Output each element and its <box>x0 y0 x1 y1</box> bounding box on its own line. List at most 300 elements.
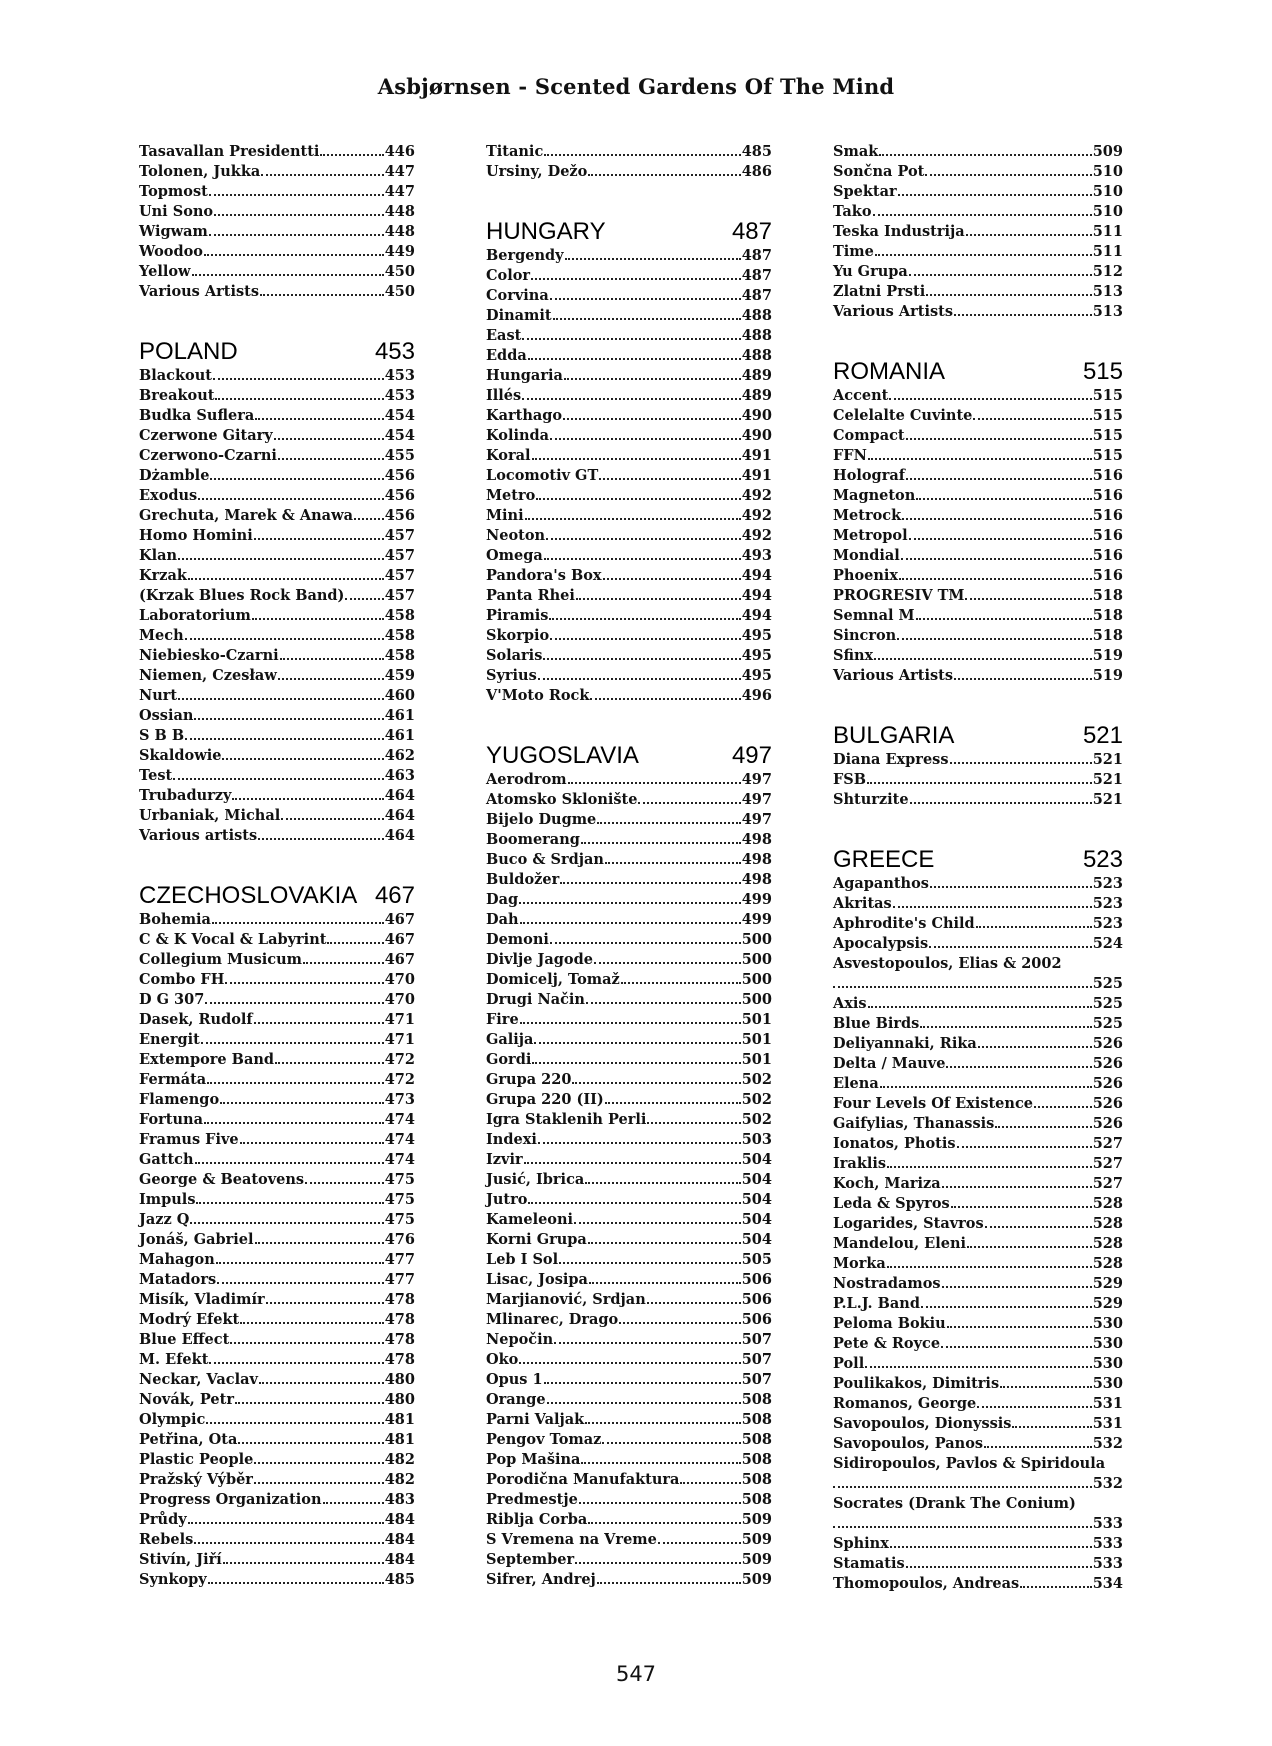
index-entry <box>486 790 772 810</box>
section-heading <box>139 338 415 366</box>
dot-leader <box>323 1502 384 1504</box>
entry-name: Kameleoni <box>486 1211 574 1228</box>
dot-leader <box>260 294 384 296</box>
entry-page: 496 <box>741 687 772 704</box>
dot-leader <box>563 418 741 420</box>
entry-page: 488 <box>741 327 772 344</box>
entry-page: 521 <box>1092 771 1123 788</box>
entry-name: Plastic People <box>139 1451 254 1468</box>
entry-page: 515 <box>1092 447 1123 464</box>
section-bulgaria <box>833 722 1123 810</box>
entry-page: 530 <box>1092 1355 1123 1372</box>
dot-leader <box>581 1462 740 1464</box>
entry-continuation <box>833 1514 1123 1534</box>
entry-page: 464 <box>384 787 415 804</box>
index-entry <box>486 850 772 870</box>
entry-name: Stamatis <box>833 1555 905 1572</box>
entry-name: Ionatos, Photis <box>833 1135 956 1152</box>
index-entry <box>486 1550 772 1570</box>
dot-leader <box>920 1026 1091 1028</box>
dot-leader <box>280 658 384 660</box>
dot-leader <box>865 1366 1092 1368</box>
index-entry <box>486 486 772 506</box>
entry-page: 478 <box>384 1311 415 1328</box>
entry-name: Gordi <box>486 1051 532 1068</box>
entry-page: 509 <box>1092 143 1123 160</box>
dot-leader <box>213 378 384 380</box>
index-entry <box>486 446 772 466</box>
entry-name: Neckar, Vaclav <box>139 1371 258 1388</box>
entry-page: 523 <box>1092 895 1123 912</box>
index-entry <box>486 1390 772 1410</box>
index-entry <box>139 406 415 426</box>
entry-name: D G 307 <box>139 991 205 1008</box>
entry-page: 471 <box>384 1031 415 1048</box>
section-heading-page: 497 <box>731 742 772 769</box>
entry-name: Pete & Royce <box>833 1335 941 1352</box>
section-hungary <box>486 218 772 706</box>
entry-name: Romanos, George <box>833 1395 977 1412</box>
entry-name: Compact <box>833 427 905 444</box>
dot-leader <box>320 154 383 156</box>
index-entry <box>139 1070 415 1090</box>
entry-name: Sphinx <box>833 1535 889 1552</box>
entry-name: Metropol <box>833 527 908 544</box>
index-entry <box>833 994 1123 1014</box>
index-entry <box>486 586 772 606</box>
index-entry <box>139 1410 415 1430</box>
index-entry <box>486 1130 772 1150</box>
entry-name: Krzak <box>139 567 187 584</box>
entry-page: 498 <box>741 851 772 868</box>
index-entry <box>486 930 772 950</box>
entry-page: 490 <box>741 407 772 424</box>
entry-page: 484 <box>384 1511 415 1528</box>
entry-name: Czerwono-Czarni <box>139 447 277 464</box>
dot-leader <box>536 498 740 500</box>
entry-name: Flamengo <box>139 1091 220 1108</box>
dot-leader <box>254 1022 384 1024</box>
entry-page: 481 <box>384 1411 415 1428</box>
entry-name: Sfinx <box>833 647 874 664</box>
dot-leader <box>875 254 1092 256</box>
dot-leader <box>173 778 384 780</box>
dot-leader <box>303 962 384 964</box>
dot-leader <box>520 1022 741 1024</box>
entry-name: Various Artists <box>139 283 260 300</box>
index-entry <box>486 890 772 910</box>
index-entry <box>139 606 415 626</box>
index-entry <box>833 1294 1123 1314</box>
dot-leader <box>588 1522 740 1524</box>
entry-name: Fire <box>486 1011 519 1028</box>
section-heading-page: 523 <box>1082 846 1123 873</box>
entry-page: 489 <box>741 387 772 404</box>
entry-name: Izvir <box>486 1151 523 1168</box>
dot-leader <box>209 1362 383 1364</box>
index-entry <box>833 302 1123 322</box>
index-entry <box>833 1214 1123 1234</box>
entry-page: 502 <box>741 1071 772 1088</box>
dot-leader <box>893 906 1092 908</box>
index-entry <box>139 202 415 222</box>
index-entry <box>486 770 772 790</box>
dot-leader <box>278 678 384 680</box>
entry-name: Corvina <box>486 287 549 304</box>
dot-leader <box>579 1502 741 1504</box>
entry-page: 494 <box>741 567 772 584</box>
dot-leader <box>572 1082 740 1084</box>
dot-leader <box>230 1342 383 1344</box>
entry-page: 508 <box>741 1431 772 1448</box>
entry-continuation <box>833 974 1123 994</box>
entry-page: 508 <box>741 1451 772 1468</box>
entry-page: 486 <box>741 163 772 180</box>
entry-name: Skaldowie <box>139 747 222 764</box>
index-entry <box>833 646 1123 666</box>
entry-name: Koral <box>486 447 531 464</box>
entry-page: 497 <box>741 791 772 808</box>
dot-leader <box>188 578 384 580</box>
entry-page: 495 <box>741 647 772 664</box>
dot-leader <box>942 1286 1092 1288</box>
entry-page: 495 <box>741 627 772 644</box>
index-entry <box>833 282 1123 302</box>
index-entry <box>833 546 1123 566</box>
dot-leader <box>887 1266 1092 1268</box>
dot-leader <box>909 274 1092 276</box>
dot-leader <box>195 1162 384 1164</box>
entry-page: 464 <box>384 827 415 844</box>
dot-leader <box>916 498 1091 500</box>
dot-leader <box>240 1322 383 1324</box>
entry-page: 516 <box>1092 527 1123 544</box>
index-entry <box>139 446 415 466</box>
dot-leader <box>222 758 383 760</box>
entry-page: 470 <box>384 971 415 988</box>
entry-page: 501 <box>741 1051 772 1068</box>
dot-leader <box>868 1006 1092 1008</box>
index-entry <box>486 162 772 182</box>
dot-leader <box>890 1546 1092 1548</box>
entry-name: Syrius <box>486 667 537 684</box>
entry-page: 475 <box>384 1191 415 1208</box>
entry-name: Buldožer <box>486 871 560 888</box>
entry-page: 509 <box>741 1511 772 1528</box>
entry-page: 477 <box>384 1251 415 1268</box>
index-entry <box>486 1370 772 1390</box>
entry-name: Metro <box>486 487 536 504</box>
entry-page: 527 <box>1092 1135 1123 1152</box>
entry-page: 458 <box>384 627 415 644</box>
entry-page: 525 <box>1092 995 1123 1012</box>
index-entry <box>139 1190 415 1210</box>
entry-name: Metrock <box>833 507 902 524</box>
entry-name: Axis <box>833 995 867 1012</box>
entry-page: 508 <box>741 1391 772 1408</box>
entry-page: 492 <box>741 527 772 544</box>
index-entry <box>486 990 772 1010</box>
index-entry <box>139 930 415 950</box>
dot-leader <box>550 638 741 640</box>
dot-leader <box>223 1562 384 1564</box>
index-entry <box>486 1070 772 1090</box>
dot-leader <box>833 1486 1092 1488</box>
entry-page: 510 <box>1092 183 1123 200</box>
dot-leader <box>921 1306 1092 1308</box>
entry-name: Niebiesko-Czarni <box>139 647 279 664</box>
entry-name: Shturzite <box>833 791 909 808</box>
dot-leader <box>880 1086 1092 1088</box>
entry-page: 500 <box>741 931 772 948</box>
index-entry <box>833 1334 1123 1354</box>
dot-leader <box>976 926 1092 928</box>
entry-name: Elena <box>833 1075 879 1092</box>
index-entry <box>139 182 415 202</box>
entry-page: 471 <box>384 1011 415 1028</box>
dot-leader <box>599 478 740 480</box>
entry-page: 533 <box>1092 1515 1123 1532</box>
dot-leader <box>345 598 383 600</box>
dot-leader <box>602 1442 740 1444</box>
entry-page: 531 <box>1092 1395 1123 1412</box>
dot-leader <box>560 882 741 884</box>
index-entry <box>833 874 1123 894</box>
dot-leader <box>995 1126 1091 1128</box>
entry-name: Indexi <box>486 1131 537 1148</box>
entry-name: Riblja Corba <box>486 1511 588 1528</box>
entry-page: 454 <box>384 427 415 444</box>
dot-leader <box>930 886 1092 888</box>
dot-leader <box>258 838 384 840</box>
entry-page: 455 <box>384 447 415 464</box>
dot-leader <box>559 1262 741 1264</box>
index-entry <box>139 666 415 686</box>
entry-page: 518 <box>1092 587 1123 604</box>
dot-leader <box>327 942 383 944</box>
dot-leader <box>206 1422 383 1424</box>
index-entry <box>486 1010 772 1030</box>
entry-name: Olympic <box>139 1411 206 1428</box>
dot-leader <box>942 1186 1092 1188</box>
entry-name: September <box>486 1551 575 1568</box>
entry-page: 492 <box>741 507 772 524</box>
entry-page: 485 <box>741 143 772 160</box>
entry-name: Buco & Srdjan <box>486 851 604 868</box>
index-entry <box>139 686 415 706</box>
index-entry <box>139 1110 415 1130</box>
entry-name: Solaris <box>486 647 543 664</box>
entry-page: 489 <box>741 367 772 384</box>
dot-leader <box>916 618 1092 620</box>
index-entry <box>833 182 1123 202</box>
index-entry <box>486 910 772 930</box>
dot-leader <box>543 658 740 660</box>
entry-page: 516 <box>1092 467 1123 484</box>
entry-name: Demoni <box>486 931 549 948</box>
entry-page: 530 <box>1092 1335 1123 1352</box>
index-entry <box>486 1250 772 1270</box>
index-entry <box>833 426 1123 446</box>
entry-page: 482 <box>384 1471 415 1488</box>
entry-name: Accent <box>833 387 889 404</box>
entry-page: 509 <box>741 1571 772 1588</box>
dot-leader <box>658 1542 741 1544</box>
index-entry <box>486 686 772 706</box>
index-entry <box>833 142 1123 162</box>
entry-name: Pražský Výběr <box>139 1471 253 1488</box>
entry-page: 453 <box>384 367 415 384</box>
entry-name: Celelalte Cuvinte <box>833 407 973 424</box>
entry-page: 450 <box>384 263 415 280</box>
dot-leader <box>957 1146 1092 1148</box>
index-entry <box>486 1170 772 1190</box>
entry-page: 454 <box>384 407 415 424</box>
entry-page: 503 <box>741 1131 772 1148</box>
dot-leader <box>278 458 384 460</box>
entry-name: Dżamble <box>139 467 210 484</box>
entry-name: Trubadurzy <box>139 787 232 804</box>
entry-page: 528 <box>1092 1195 1123 1212</box>
entry-page: 528 <box>1092 1235 1123 1252</box>
entry-name: Savopoulos, Dionyssis <box>833 1415 1012 1432</box>
entry-name: Misík, Vladimír <box>139 1291 265 1308</box>
dot-leader <box>522 338 740 340</box>
section-heading-label: ROMANIA <box>833 358 946 385</box>
index-entry <box>139 766 415 786</box>
entry-name: Budka Suflera <box>139 407 255 424</box>
index-entry <box>833 1174 1123 1194</box>
entry-name: Logarides, Stavros <box>833 1215 984 1232</box>
index-entry <box>486 1510 772 1530</box>
index-entry <box>139 1150 415 1170</box>
index-entry <box>139 162 415 182</box>
dot-leader <box>926 294 1092 296</box>
entry-name: Four Levels Of Existence <box>833 1095 1033 1112</box>
entry-page: 530 <box>1092 1375 1123 1392</box>
index-entry <box>833 586 1123 606</box>
entry-page: 456 <box>384 507 415 524</box>
index-entry <box>139 706 415 726</box>
entry-page: 529 <box>1092 1275 1123 1292</box>
index-entry <box>833 566 1123 586</box>
dot-leader <box>185 738 384 740</box>
dot-leader <box>235 1402 384 1404</box>
dot-leader <box>647 1302 741 1304</box>
section-heading-label: POLAND <box>139 338 238 365</box>
dot-leader <box>550 298 741 300</box>
entry-page: 462 <box>384 747 415 764</box>
dot-leader <box>254 538 384 540</box>
entry-page: 532 <box>1092 1475 1123 1492</box>
entry-name: Orange <box>486 1391 546 1408</box>
entry-name: Laboratorium <box>139 607 251 624</box>
entry-name: M. Efekt <box>139 1351 209 1368</box>
entry-name: Topmost <box>139 183 208 200</box>
dot-leader <box>538 678 741 680</box>
entry-page: 467 <box>384 911 415 928</box>
dot-leader <box>947 1326 1092 1328</box>
section-heading-page: 487 <box>731 218 772 245</box>
entry-name: Woodoo <box>139 243 203 260</box>
index-entry <box>486 306 772 326</box>
entry-name: C & K Vocal & Labyrint <box>139 931 327 948</box>
section-heading <box>486 218 772 246</box>
entry-page: 446 <box>384 143 415 160</box>
entry-name: Drugi Način <box>486 991 585 1008</box>
dot-leader <box>522 398 741 400</box>
entry-page: 500 <box>741 971 772 988</box>
index-entry <box>139 1570 415 1590</box>
section-heading-label: GREECE <box>833 846 935 873</box>
index-entry <box>486 426 772 446</box>
entry-name: Omega <box>486 547 543 564</box>
entry-page: 450 <box>384 283 415 300</box>
dot-leader <box>581 842 741 844</box>
index-entry <box>833 1274 1123 1294</box>
entry-page: 511 <box>1092 223 1123 240</box>
entry-name: Wigwam <box>139 223 208 240</box>
dot-leader <box>215 398 383 400</box>
entry-page: 457 <box>384 547 415 564</box>
entry-page: 447 <box>384 163 415 180</box>
index-entry <box>139 1010 415 1030</box>
entry-page: 494 <box>741 607 772 624</box>
entry-name: Apocalypsis <box>833 935 929 952</box>
index-entry <box>833 446 1123 466</box>
index-entry <box>833 666 1123 686</box>
index-entry <box>833 954 1123 994</box>
entry-page: 516 <box>1092 567 1123 584</box>
section-heading <box>833 846 1123 874</box>
index-entry <box>486 526 772 546</box>
entry-name: Zlatni Prsti <box>833 283 926 300</box>
entry-page: 459 <box>384 667 415 684</box>
entry-name: Nurt <box>139 687 178 704</box>
entry-page: 493 <box>741 547 772 564</box>
dot-leader <box>185 638 384 640</box>
index-entry <box>139 826 415 846</box>
index-entry <box>486 606 772 626</box>
entry-name: Grupa 220 <box>486 1071 572 1088</box>
index-entry <box>486 246 772 266</box>
index-entry <box>833 750 1123 770</box>
entry-page: 528 <box>1092 1255 1123 1272</box>
entry-name: Titanic <box>486 143 544 160</box>
index-entry <box>139 1050 415 1070</box>
index-entry <box>139 1510 415 1530</box>
entry-name: Fortuna <box>139 1111 203 1128</box>
index-entry <box>486 1430 772 1450</box>
entry-page: 519 <box>1092 667 1123 684</box>
dot-leader <box>1012 1426 1091 1428</box>
entry-name: Marjianović, Srdjan <box>486 1291 646 1308</box>
entry-page: 497 <box>741 811 772 828</box>
dot-leader <box>941 1346 1092 1348</box>
dot-leader <box>902 518 1092 520</box>
dot-leader <box>259 1382 384 1384</box>
dot-leader <box>544 558 741 560</box>
entry-name: Homo Homini <box>139 527 253 544</box>
entry-name: Locomotiv GT <box>486 467 599 484</box>
dot-leader <box>576 598 741 600</box>
dot-leader <box>638 802 740 804</box>
entry-name: Magneton <box>833 487 916 504</box>
entry-name: Savopoulos, Panos <box>833 1435 984 1452</box>
entry-name: Progress Organization <box>139 1491 322 1508</box>
entry-page: 495 <box>741 667 772 684</box>
index-entry <box>833 262 1123 282</box>
